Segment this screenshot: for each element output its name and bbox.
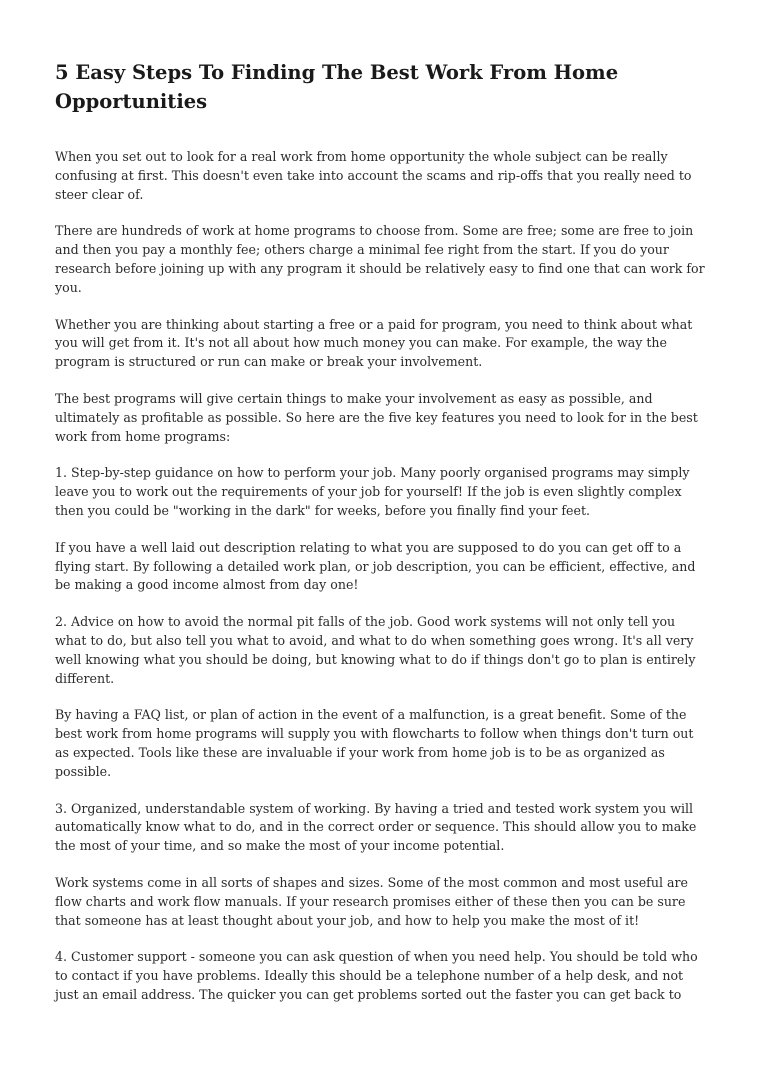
paragraph-key-features: The best programs will give certain things to make your involvement as easy as possible, and ultimately as profitable as possible. So here are the five key features you need to look for in the best work from home programs: xyxy=(55,390,698,444)
paragraph-step-4: 4. Customer support - someone you can ask question of when you need help. You should be told who to contact if you have problems. Ideally this should be a telephone number of a help desk, and not just an email address. The quicker you can get problems sorted out the faster you can get back to xyxy=(55,949,698,1002)
document-page xyxy=(55,58,710,1023)
paragraph-step-1-detail: If you have a well laid out description relating to what you are supposed to do you can get off to a flying start. By following a detailed work plan, or job description, you can be efficient, effective, and be making a good income almost from day one! xyxy=(55,539,696,593)
paragraph-free-or-paid: Whether you are thinking about starting a free or a paid for program, you need to think about what you will get from it. It's not all about how much money you can make. For example, the way the program is structured or run can make or break your involvement. xyxy=(55,316,693,370)
paragraph-step-2-detail: By having a FAQ list, or plan of action in the event of a malfunction, is a great benefit. Some of the best work from home programs will supply you with flowcharts to follow when things don't turn out as expected. Tools like these are invaluable if your work from home job is to be as organized as possible. xyxy=(55,707,694,779)
paragraph-step-3-detail: Work systems come in all sorts of shapes and sizes. Some of the most common and most useful are flow charts and work flow manuals. If your research promises either of these then you can be sure that someone has at least thought about your job, and how to help you make the most of it! xyxy=(55,874,688,928)
document-body xyxy=(55,148,710,1005)
paragraph-step-2: 2. Advice on how to avoid the normal pit falls of the job. Good work systems will not only tell you what to do, but also tell you what to avoid, and what to do when something goes wrong. It's all very well knowing what you should be doing, but knowing what to do if things don't go to plan is entirely different. xyxy=(55,614,696,686)
paragraph-step-3: 3. Organized, understandable system of working. By having a tried and tested work system you will automatically know what to do, and in the correct order or sequence. This should allow you to make the most of your time, and so make the most of your income potential. xyxy=(55,800,697,854)
paragraph-intro: When you set out to look for a real work from home opportunity the whole subject can be really confusing at first. This doesn't even take into account the scams and rip-offs that you really need to steer clear of. xyxy=(55,149,692,202)
paragraph-step-1: 1. Step-by-step guidance on how to perform your job. Many poorly organised programs may simply leave you to work out the requirements of your job for yourself! If the job is even slightly complex then you could be "working in the dark" for weeks, before you finally find your feet. xyxy=(55,465,690,518)
paragraph-programs: There are hundreds of work at home programs to choose from. Some are free; some are free to join and then you pay a monthly fee; others charge a minimal fee right from the start. If you do your research before joining up with any program it should be relatively easy to find one that can work for you. xyxy=(55,223,705,295)
document-title: 5 Easy Steps To Finding The Best Work From Home Opportunities xyxy=(55,61,619,113)
